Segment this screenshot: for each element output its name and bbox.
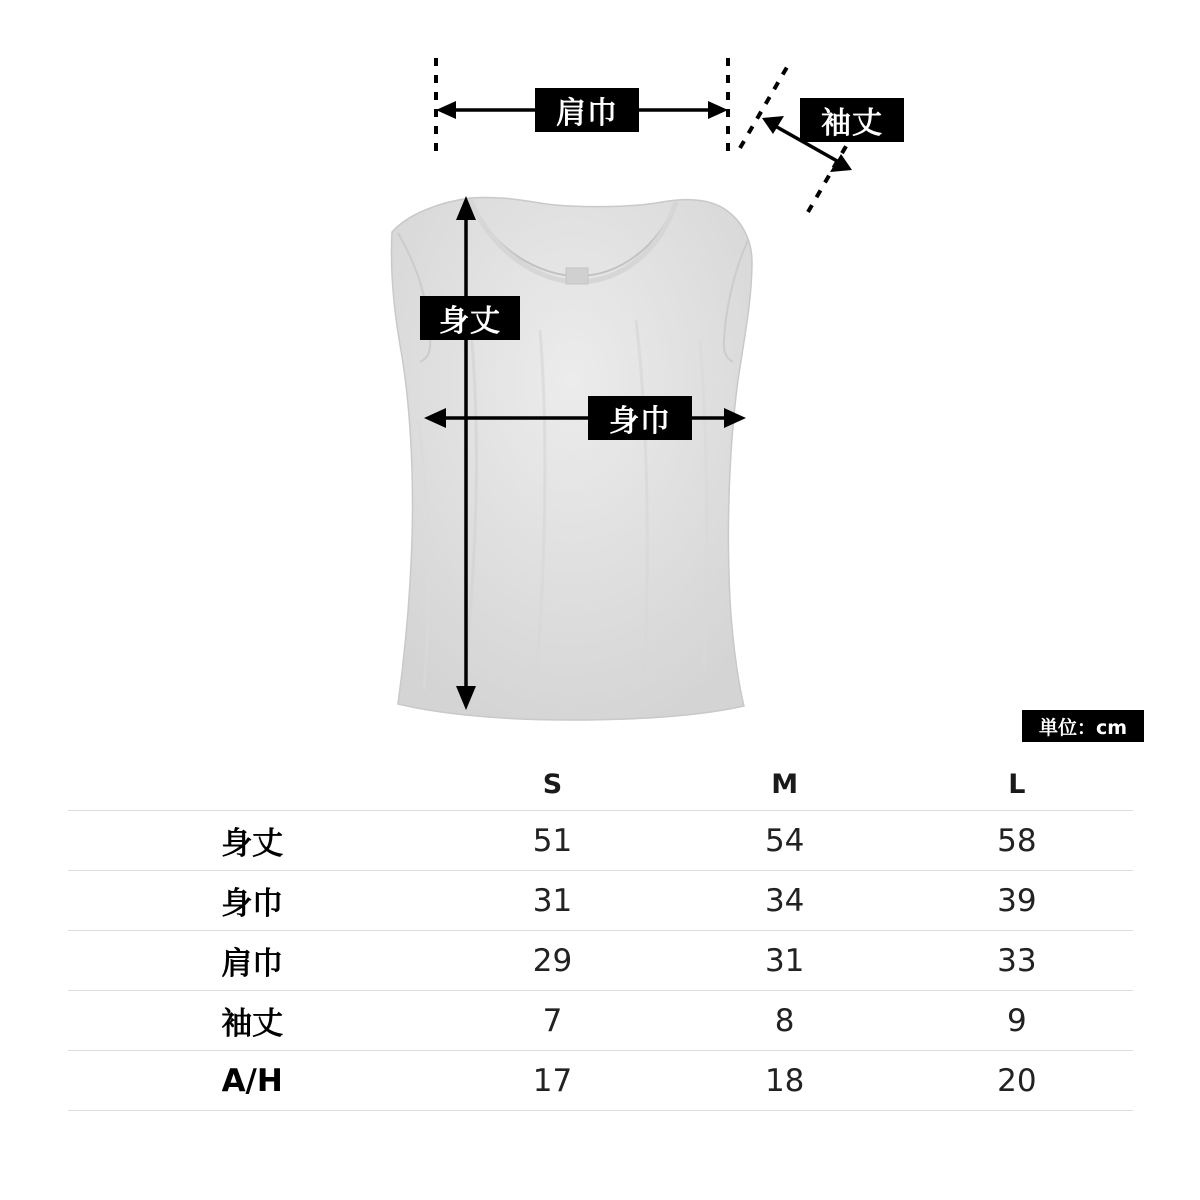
row-label-body-length: 身丈: [221, 826, 284, 862]
table-row: [68, 811, 1133, 871]
cell-body-length-m: 54: [764, 822, 805, 859]
cell-armhole-m: 18: [764, 1062, 805, 1099]
column-header-l: L: [1008, 768, 1026, 800]
cell-body-width-l: 39: [997, 882, 1037, 919]
label-body-length: 身丈: [420, 296, 520, 340]
cell-shoulder-width-l: 33: [997, 942, 1037, 979]
label-sleeve-length: 袖丈: [800, 98, 904, 142]
cell-body-width-m: 34: [764, 882, 805, 919]
row-label-sleeve-length: 袖丈: [221, 1006, 284, 1042]
row-label-shoulder-width: 肩巾: [221, 946, 284, 982]
cell-shoulder-width-m: 31: [764, 942, 805, 979]
cell-sleeve-length-m: 8: [774, 1002, 795, 1039]
unit-badge: 単位：cm: [1022, 710, 1144, 742]
cell-body-width-s: 31: [532, 882, 573, 919]
cell-body-length-s: 51: [532, 822, 573, 859]
tshirt-shape: [391, 197, 752, 720]
table-row: [68, 931, 1133, 991]
row-label-armhole: A/H: [221, 1062, 283, 1099]
cell-armhole-s: 17: [532, 1062, 573, 1099]
column-header-blank: [68, 758, 436, 811]
column-header-s: S: [542, 768, 563, 800]
column-header-m: M: [771, 768, 799, 800]
table-row: [68, 991, 1133, 1051]
table-body: [68, 811, 1133, 1111]
cell-body-length-l: 58: [997, 822, 1037, 859]
table-row: [68, 871, 1133, 931]
size-table: [68, 758, 1133, 1111]
table-row: [68, 1051, 1133, 1111]
table-header-row: [68, 758, 1133, 811]
cell-armhole-l: 20: [997, 1062, 1037, 1099]
cell-sleeve-length-s: 7: [542, 1002, 563, 1039]
cell-sleeve-length-l: 9: [1007, 1002, 1027, 1039]
label-shoulder-width: 肩巾: [535, 88, 639, 132]
cell-shoulder-width-s: 29: [532, 942, 573, 979]
row-label-body-width: 身巾: [221, 886, 284, 922]
label-body-width: 身巾: [588, 396, 692, 440]
table-head: [68, 758, 1133, 811]
